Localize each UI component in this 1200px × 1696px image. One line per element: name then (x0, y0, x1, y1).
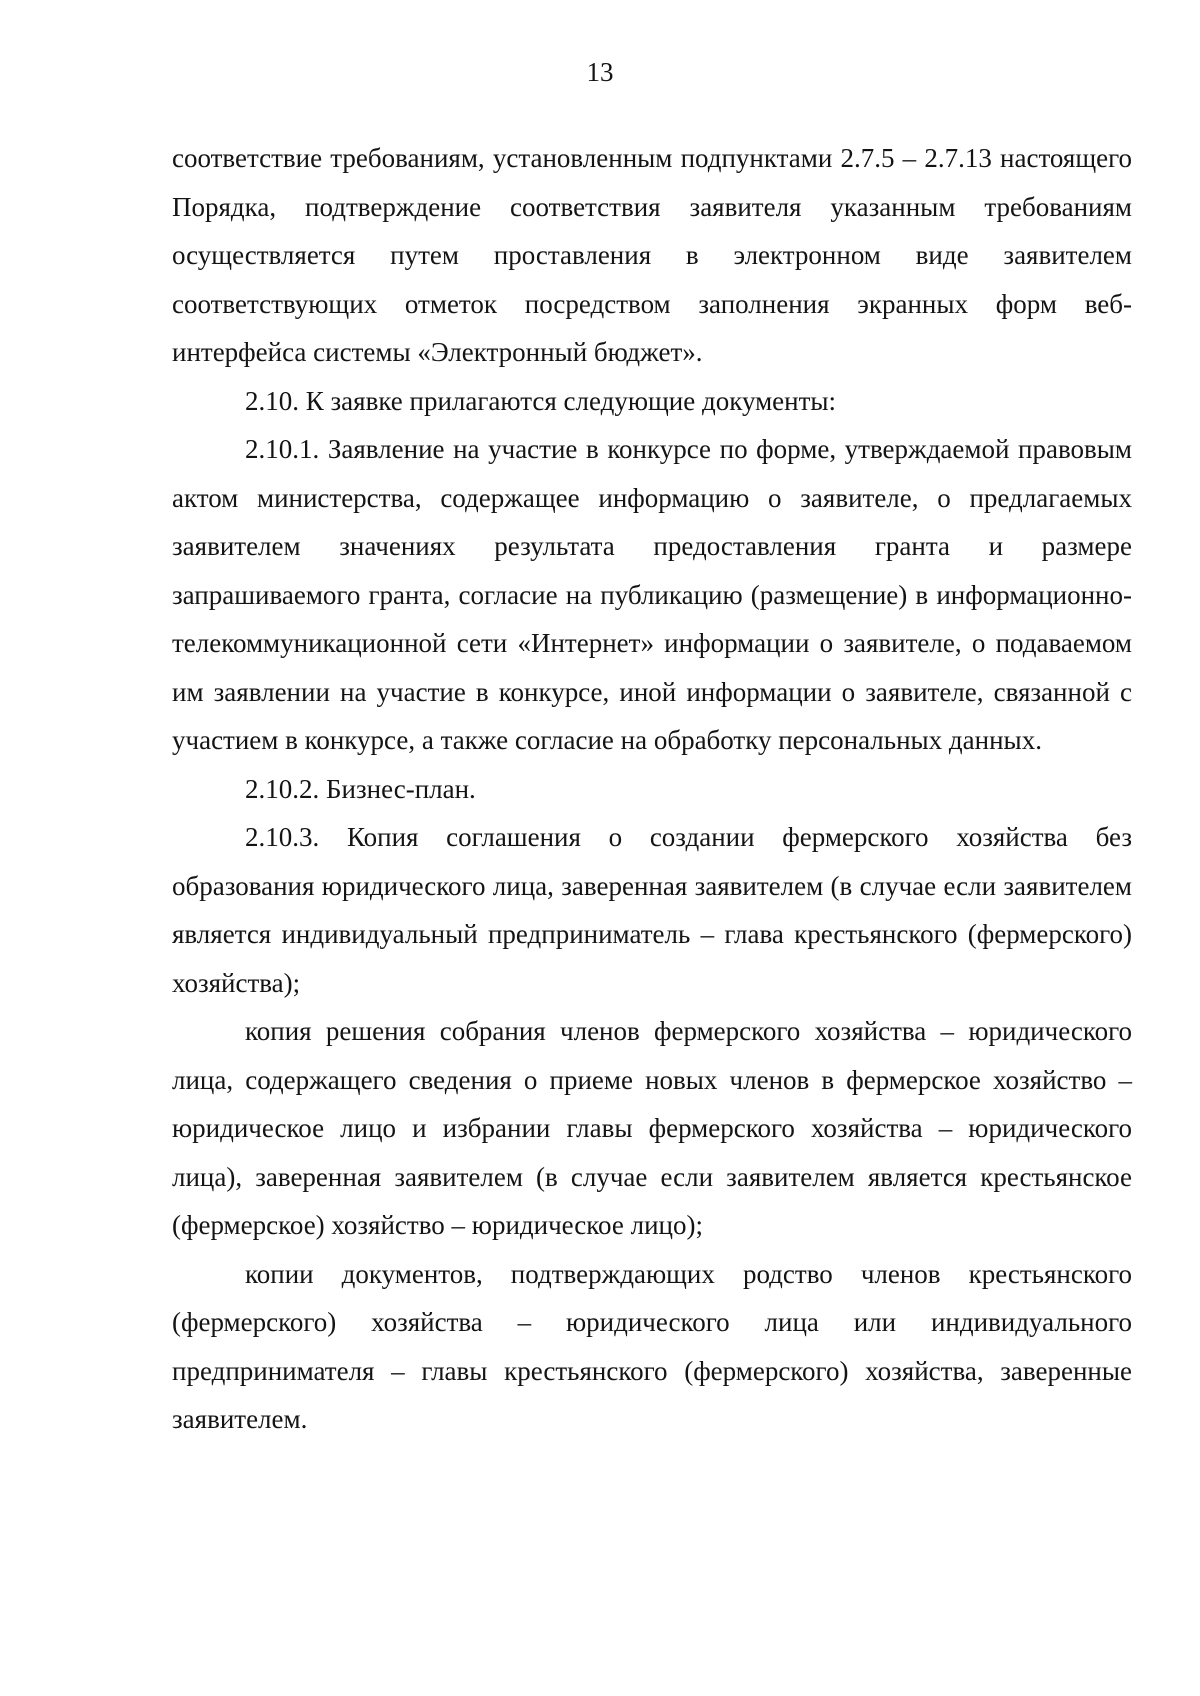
page-number: 13 (586, 57, 614, 87)
paragraph-2-10: 2.10. К заявке прилагаются следующие документы: (245, 385, 837, 416)
paragraph-2-10-1: 2.10.1. Заявление на участие в конкурсе по форме, утверждаемой правовым актом министерства, содержащее информацию о заявителе, о предлагаемых заявителем значениях результата предоставления гранта и размере запрашиваемого гранта, согласие на публикацию (размещение) в информационно-телекоммуникационной сети «Интернет» информации о заявителе, о подаваемом им заявлении на участие в конкурсе, иной информации о заявителе, связанной с участием в конкурсе, а также согласие на обработку персональных данных. (172, 434, 1132, 755)
paragraph-2-10-3: 2.10.3. Копия соглашения о создании фермерского хозяйства без образования юридического лица, заверенная заявителем (в случае если заявителем является индивидуальный предприниматель – глава крестьянского (фермерского) хозяйства); (172, 822, 1132, 998)
paragraph-kinship-documents: копии документов, подтверждающих родство членов крестьянского (фермерского) хозяйства – юридического лица или индивидуального предпринимателя – главы крестьянского (фермерского) хозяйства, заверенные заявителем. (172, 1258, 1132, 1434)
paragraph-decision-copy: копия решения собрания членов фермерского хозяйства – юридического лица, содержащего сведения о приеме новых членов в фермерское хозяйство – юридическое лицо и избрании главы фермерского хозяйства – юридического лица), заверенная заявителем (в случае если заявителем является крестьянское (фермерское) хозяйство – юридическое лицо); (172, 1016, 1132, 1240)
paragraph-requirements-continuation: соответствие требованиям, установленным подпунктами 2.7.5 – 2.7.13 настоящего Порядка, подтверждение соответствия заявителя указанным требованиям осуществляется путем проставления в электронном виде заявителем соответствующих отметок посредством заполнения экранных форм веб-интерфейса системы «Электронный бюджет». (172, 143, 1132, 367)
paragraph-2-10-2: 2.10.2. Бизнес-план. (245, 773, 476, 804)
document-body (172, 134, 1132, 1444)
